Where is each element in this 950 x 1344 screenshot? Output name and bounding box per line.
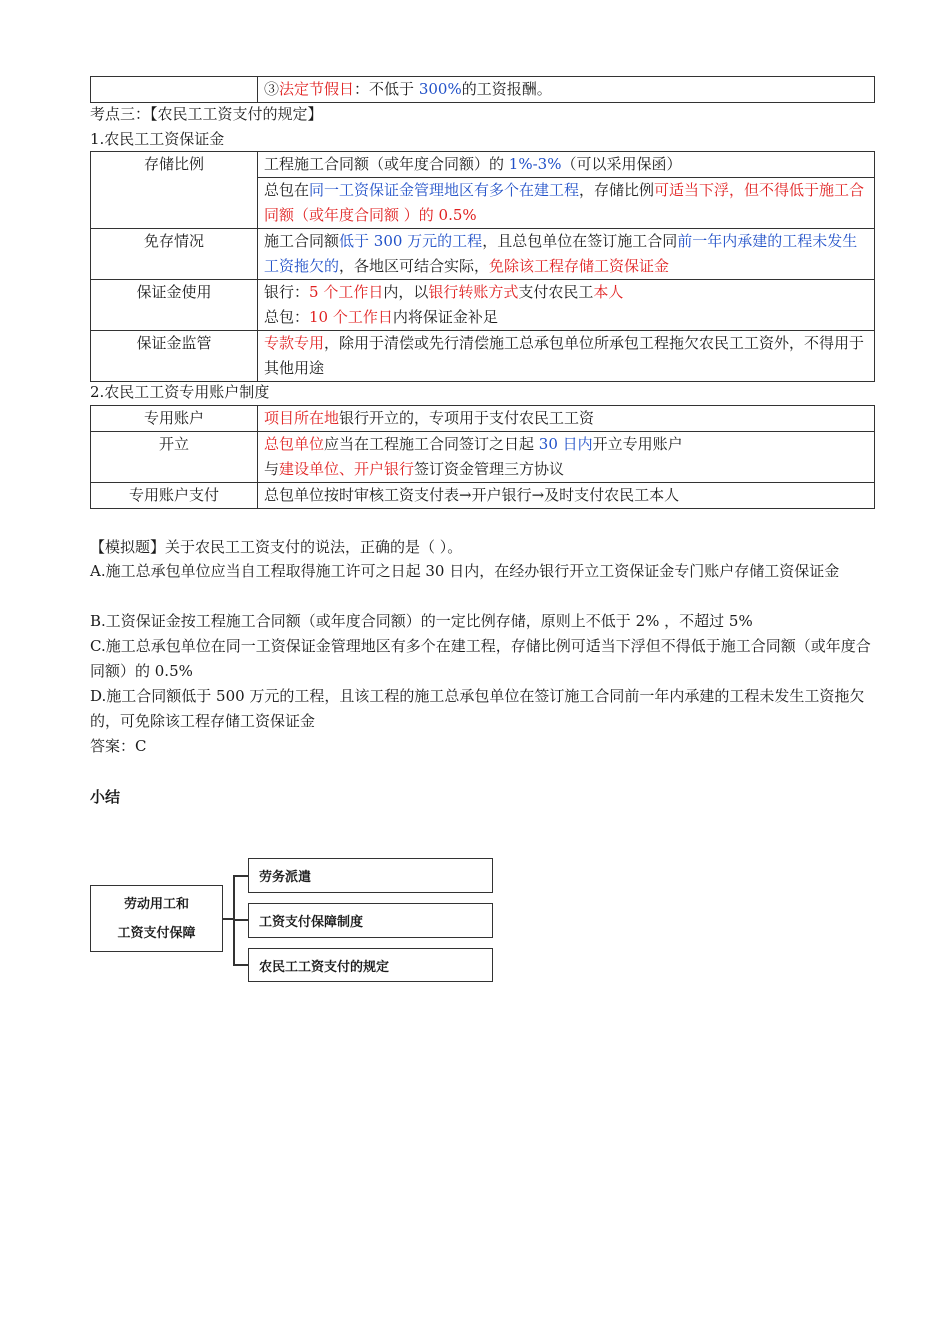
quiz-answer: 答案：C (90, 737, 147, 755)
account-key-payment: 专用账户支付 (91, 483, 258, 509)
diagram-root-node (90, 885, 223, 952)
deposit-ratio-line1: 工程施工合同额（或年度合同额）的 1%-3%（可以采用保函） (258, 152, 875, 178)
diagram-child-label-3: 农民工工资支付的规定 (259, 959, 390, 975)
deposit-supervision-value: 专款专用，除用于清偿或先行清偿施工总承包单位所承包工程拖欠农民工工资外，不得用于其他用途 (258, 331, 875, 382)
quiz-option-d: D.施工合同额低于 500 万元的工程，且该工程的施工总承包单位在签订施工合同前一年内承建的工程未发生工资拖欠的，可免除该工程存储工资保证金 (90, 687, 865, 730)
top-row-key (91, 77, 258, 103)
account-dedicated-value: 项目所在地银行开立的，专项用于支付农民工工资 (258, 406, 875, 432)
quiz-option-a: A.施工总承包单位应当自工程取得施工许可之日起 30 日内，在经办银行开立工资保证金专门账户存储工资保证金 (90, 562, 840, 580)
deposit-key-use: 保证金使用 (91, 280, 258, 331)
diagram-connector-1 (233, 875, 249, 877)
account-key-open: 开立 (91, 432, 258, 483)
quiz-question: 【模拟题】关于农民工工资支付的说法，正确的是（ ）。 (90, 538, 463, 556)
deposit-key-supervision: 保证金监管 (91, 331, 258, 382)
diagram-child-node-2 (248, 903, 493, 938)
diagram-child-node-3 (248, 948, 493, 982)
quiz-option-c: C.施工总承包单位在同一工资保证金管理地区有多个在建工程，存储比例可适当下浮但不得低于施工合同额（或年度合同额）的 0.5% (90, 637, 871, 680)
summary-title: 小结 (90, 788, 121, 806)
diagram-child-node-1 (248, 858, 493, 893)
account-table (90, 405, 875, 509)
deposit-key-exempt: 免存情况 (91, 229, 258, 280)
diagram-child-label-2: 工资支付保障制度 (259, 915, 364, 930)
diagram-root-line1: 劳动用工和 (123, 896, 189, 912)
account-key-dedicated: 专用账户 (91, 406, 258, 432)
deposit-table (90, 151, 875, 382)
deposit-key-ratio: 存储比例 (91, 152, 258, 229)
diagram-child-label-1: 劳务派遣 (259, 870, 312, 885)
quiz-option-b: B.工资保证金按工程施工合同额（或年度合同额）的一定比例存储，原则上不低于 2% ，不超过 5% (90, 612, 753, 630)
kaodian-heading: 考点三：【农民工工资支付的规定】 (90, 105, 323, 123)
deposit-ratio-line2: 总包在同一工资保证金管理地区有多个在建工程，存储比例可适当下浮，但不得低于施工合同额（或年度合同额 ）的 0.5% (258, 178, 875, 229)
diagram-connector-2 (233, 919, 249, 921)
section1-title: 1.农民工工资保证金 (90, 130, 225, 148)
section2-title: 2.农民工工资专用账户制度 (90, 383, 270, 401)
top-row-value: ③法定节假日：不低于 300%的工资报酬。 (258, 77, 875, 103)
top-table (90, 76, 875, 103)
account-open-value: 总包单位应当在工程施工合同签订之日起 30 日内开立专用账户 与建设单位、开户银行签订资金管理三方协议 (258, 432, 875, 483)
account-payment-value: 总包单位按时审核工资支付表→开户银行→及时支付农民工本人 (258, 483, 875, 509)
deposit-use-value: 银行：5 个工作日内，以银行转账方式支付农民工本人 总包：10 个工作日内将保证金补足 (258, 280, 875, 331)
deposit-exempt-value: 施工合同额低于 300 万元的工程，且总包单位在签订施工合同前一年内承建的工程未发生工资拖欠的，各地区可结合实际，免除该工程存储工资保证金 (258, 229, 875, 280)
diagram-root-line2: 工资支付保障 (117, 925, 196, 941)
diagram-connector-3 (233, 964, 249, 966)
